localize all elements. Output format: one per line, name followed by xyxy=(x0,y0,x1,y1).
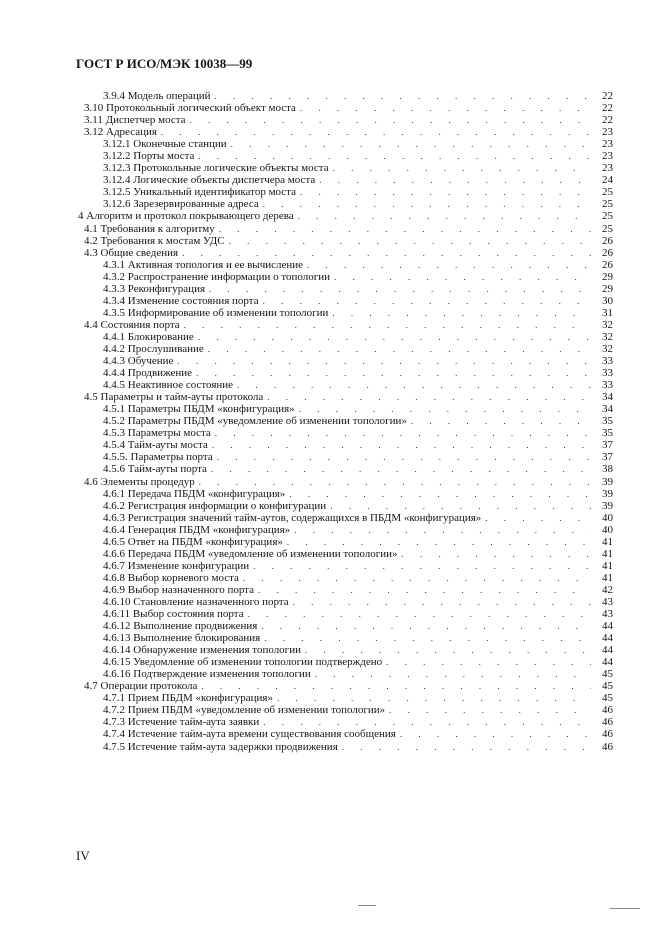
document-header: ГОСТ Р ИСО/МЭК 10038—99 xyxy=(76,56,253,71)
toc-entry-label: 3.12.1 Оконечные станции xyxy=(103,138,227,151)
toc-leader-dots xyxy=(315,668,591,680)
toc-leader-dots xyxy=(209,283,591,295)
toc-entry-label: 4.6.4 Генерация ПБДМ «конфигурация» xyxy=(103,523,291,536)
toc-entry-label: 4.6.2 Регистрация информации о конфигурации xyxy=(103,499,327,512)
toc-entry-page: 25 xyxy=(602,186,613,199)
toc-entry-page: 46 xyxy=(602,704,613,717)
toc-entry-page: 46 xyxy=(602,728,613,741)
toc-leader-dots xyxy=(184,319,591,331)
toc-leader-dots xyxy=(294,524,591,536)
toc-entry xyxy=(76,367,613,379)
toc-entry-label: 4.7.4 Истечение тайм-аута времени существования сообщения xyxy=(103,728,396,741)
toc-entry xyxy=(76,379,613,391)
toc-entry xyxy=(76,403,613,415)
toc-leader-dots xyxy=(485,512,591,524)
toc-entry xyxy=(76,524,613,536)
toc-entry xyxy=(76,126,613,138)
toc-entry-page: 26 xyxy=(602,234,613,247)
toc-entry-page: 23 xyxy=(602,150,613,163)
toc-entry-label: 3.12.2 Порты моста xyxy=(103,150,195,163)
toc-entry xyxy=(76,512,613,524)
toc-entry xyxy=(76,198,613,210)
toc-entry-page: 38 xyxy=(602,463,613,476)
toc-entry-label: 4.3 Общие сведения xyxy=(84,246,179,259)
toc-entry xyxy=(76,235,613,247)
toc-entry-label: 4.6.12 Выполнение продвижения xyxy=(103,620,258,633)
toc-entry-label: 4.5.3 Параметры моста xyxy=(103,427,211,440)
toc-entry xyxy=(76,500,613,512)
toc-entry-label: 4.6.10 Становление назначенного порта xyxy=(103,595,289,608)
toc-entry-page: 46 xyxy=(602,740,613,753)
toc-entry-label: 4.6.16 Подтверждение изменения топологии xyxy=(103,668,311,681)
toc-leader-dots xyxy=(332,307,591,319)
toc-entry-label: 4.3.1 Активная топология и ее вычисление xyxy=(103,258,304,271)
toc-entry-label: 4.4.3 Обучение xyxy=(103,355,174,368)
toc-leader-dots xyxy=(231,138,591,150)
toc-leader-dots xyxy=(217,451,591,463)
toc-entry-page: 25 xyxy=(602,210,613,223)
toc-leader-dots xyxy=(208,343,591,355)
toc-entry-page: 43 xyxy=(602,608,613,621)
scan-mark xyxy=(610,908,640,909)
toc-entry-page: 25 xyxy=(602,222,613,235)
toc-entry-page: 31 xyxy=(602,306,613,319)
toc-entry xyxy=(76,476,613,488)
toc-leader-dots xyxy=(212,439,591,451)
scan-mark xyxy=(358,905,376,906)
toc-leader-dots xyxy=(298,210,591,222)
toc-leader-dots xyxy=(243,572,591,584)
toc-entry xyxy=(76,174,613,186)
toc-leader-dots xyxy=(300,186,591,198)
toc-entry xyxy=(76,704,613,716)
toc-entry-label: 4.7.2 Прием ПБДМ «уведомление об изменении топологии» xyxy=(103,704,386,717)
toc-entry xyxy=(76,283,613,295)
toc-entry-page: 39 xyxy=(602,499,613,512)
toc-entry xyxy=(76,114,613,126)
toc-leader-dots xyxy=(237,379,591,391)
toc-leader-dots xyxy=(201,680,591,692)
toc-entry-label: 4.5.5. Параметры порта xyxy=(103,451,213,464)
toc-entry xyxy=(76,355,613,367)
toc-entry-page: 44 xyxy=(602,632,613,645)
toc-leader-dots xyxy=(305,644,591,656)
toc-entry xyxy=(76,620,613,632)
table-of-contents xyxy=(76,90,613,753)
toc-entry xyxy=(76,391,613,403)
toc-entry xyxy=(76,162,613,174)
toc-entry-page: 37 xyxy=(602,439,613,452)
toc-leader-dots xyxy=(330,500,591,512)
toc-entry-label: 3.12.6 Зарезервированные адреса xyxy=(103,198,259,211)
toc-entry-label: 4.5.1 Параметры ПБДМ «конфигурация» xyxy=(103,403,295,416)
toc-entry-label: 4.4.2 Прослушивание xyxy=(103,342,204,355)
toc-entry xyxy=(76,331,613,343)
toc-leader-dots xyxy=(263,198,591,210)
toc-leader-dots xyxy=(287,536,591,548)
toc-entry-page: 41 xyxy=(602,535,613,548)
toc-entry-page: 26 xyxy=(602,258,613,271)
toc-entry-page: 46 xyxy=(602,716,613,729)
toc-entry-page: 40 xyxy=(602,523,613,536)
toc-entry xyxy=(76,741,613,753)
toc-leader-dots xyxy=(389,704,591,716)
toc-entry xyxy=(76,186,613,198)
toc-entry-label: 4.3.2 Распространение информации о топологии xyxy=(103,270,331,283)
toc-entry-page: 41 xyxy=(602,571,613,584)
toc-entry-label: 3.9.4 Модель операций xyxy=(103,90,211,102)
toc-entry-page: 23 xyxy=(602,138,613,151)
toc-entry-label: 4.6 Элементы процедур xyxy=(84,475,195,488)
toc-entry xyxy=(76,271,613,283)
toc-entry xyxy=(76,223,613,235)
toc-entry-page: 23 xyxy=(602,162,613,175)
toc-leader-dots xyxy=(334,271,591,283)
toc-entry-page: 25 xyxy=(602,198,613,211)
toc-entry xyxy=(76,548,613,560)
toc-entry-label: 4.6.14 Обнаружение изменения топологии xyxy=(103,644,301,657)
toc-entry xyxy=(76,668,613,680)
toc-entry-page: 42 xyxy=(602,583,613,596)
toc-leader-dots xyxy=(215,427,591,439)
toc-entry-page: 35 xyxy=(602,415,613,428)
toc-leader-dots xyxy=(277,692,591,704)
toc-leader-dots xyxy=(215,90,592,102)
toc-entry-label: 4.2 Требования к мостам УДС xyxy=(84,234,225,247)
toc-entry-page: 34 xyxy=(602,391,613,404)
toc-leader-dots xyxy=(300,102,591,114)
toc-entry-label: 4.6.9 Выбор назначенного порта xyxy=(103,583,255,596)
toc-entry-page: 22 xyxy=(602,114,613,127)
toc-leader-dots xyxy=(248,608,591,620)
toc-leader-dots xyxy=(229,235,591,247)
toc-entry-label: 4.7 Операции протокола xyxy=(84,680,198,693)
toc-entry-page: 35 xyxy=(602,427,613,440)
toc-entry-page: 34 xyxy=(602,403,613,416)
toc-entry-label: 4.5.4 Тайм-ауты моста xyxy=(103,439,208,452)
toc-leader-dots xyxy=(182,247,591,259)
toc-leader-dots xyxy=(299,403,591,415)
toc-leader-dots xyxy=(198,150,591,162)
toc-entry-label: 4.6.8 Выбор корневого моста xyxy=(103,571,239,584)
toc-leader-dots xyxy=(190,114,591,126)
toc-leader-dots xyxy=(196,367,591,379)
toc-entry-label: 3.12.4 Логические объекты диспетчера моста xyxy=(103,174,316,187)
toc-leader-dots xyxy=(263,295,591,307)
toc-entry xyxy=(76,488,613,500)
toc-entry-label: 4.3.5 Информирование об изменении топологии xyxy=(103,306,329,319)
toc-entry-page: 22 xyxy=(602,90,613,102)
toc-entry xyxy=(76,102,613,114)
toc-entry-label: 3.12.5 Уникальный идентификатор моста xyxy=(103,186,297,199)
toc-entry-label: 4.6.13 Выполнение блокирования xyxy=(103,632,261,645)
toc-entry-page: 33 xyxy=(602,379,613,392)
toc-entry-page: 45 xyxy=(602,668,613,681)
toc-entry-label: 4.4.1 Блокирование xyxy=(103,330,194,343)
toc-entry-label: 4.6.3 Регистрация значений тайм-аутов, содержащихся в ПБДМ «конфигурация» xyxy=(103,511,482,524)
toc-entry xyxy=(76,584,613,596)
toc-entry xyxy=(76,415,613,427)
toc-leader-dots xyxy=(177,355,591,367)
toc-entry xyxy=(76,536,613,548)
toc-leader-dots xyxy=(307,259,591,271)
toc-entry-label: 4.6.15 Уведомление об изменении топологии подтверждено xyxy=(103,656,383,669)
toc-entry xyxy=(76,644,613,656)
toc-entry xyxy=(76,632,613,644)
toc-entry-page: 32 xyxy=(602,318,613,331)
toc-leader-dots xyxy=(402,548,591,560)
toc-entry xyxy=(76,463,613,475)
toc-entry-page: 43 xyxy=(602,595,613,608)
toc-entry xyxy=(76,608,613,620)
toc-entry-label: 4.7.3 Истечение тайм-аута заявки xyxy=(103,716,260,729)
toc-leader-dots xyxy=(293,596,591,608)
toc-leader-dots xyxy=(219,223,591,235)
toc-leader-dots xyxy=(400,728,591,740)
toc-entry-label: 4.5.6 Тайм-ауты порта xyxy=(103,463,207,476)
toc-leader-dots xyxy=(264,632,591,644)
toc-entry-page: 22 xyxy=(602,102,613,115)
toc-entry-label: 4.3.3 Реконфигурация xyxy=(103,282,206,295)
toc-leader-dots xyxy=(289,488,591,500)
toc-entry-page: 32 xyxy=(602,330,613,343)
toc-entry-page: 44 xyxy=(602,644,613,657)
toc-entry-label: 3.10 Протокольный логический объект моста xyxy=(84,102,296,115)
toc-leader-dots xyxy=(263,716,591,728)
toc-entry xyxy=(76,451,613,463)
toc-entry-page: 32 xyxy=(602,342,613,355)
toc-entry-label: 3.11 Диспетчер моста xyxy=(84,114,186,127)
toc-leader-dots xyxy=(198,331,591,343)
toc-entry-page: 33 xyxy=(602,355,613,368)
toc-entry-label: 4.4.4 Продвижение xyxy=(103,367,193,380)
toc-entry-label: 4.1 Требования к алгоритму xyxy=(84,222,215,235)
page-number: IV xyxy=(76,848,90,863)
toc-leader-dots xyxy=(211,463,591,475)
toc-entry-page: 24 xyxy=(602,174,613,187)
toc-entry-page: 30 xyxy=(602,294,613,307)
toc-entry xyxy=(76,343,613,355)
toc-entry-page: 29 xyxy=(602,270,613,283)
toc-leader-dots xyxy=(267,391,591,403)
toc-entry-label: 4.6.7 Изменение конфигурации xyxy=(103,559,250,572)
toc-entry-label: 4.3.4 Изменение состояния порта xyxy=(103,294,259,307)
toc-entry xyxy=(76,680,613,692)
toc-leader-dots xyxy=(333,162,591,174)
toc-entry-label: 3.12 Адресация xyxy=(84,126,157,139)
toc-entry-label: 4.5 Параметры и тайм-ауты протокола xyxy=(84,391,264,404)
toc-entry-label: 4.4.5 Неактивное состояние xyxy=(103,379,234,392)
toc-entry-label: 4.6.6 Передача ПБДМ «уведомление об изменении топологии» xyxy=(103,547,398,560)
toc-leader-dots xyxy=(411,415,591,427)
toc-entry xyxy=(76,295,613,307)
toc-entry-label: 4.7.5 Истечение тайм-аута задержки продвижения xyxy=(103,740,338,753)
toc-leader-dots xyxy=(261,620,591,632)
toc-entry-page: 26 xyxy=(602,246,613,259)
toc-entry-page: 37 xyxy=(602,451,613,464)
toc-entry-page: 40 xyxy=(602,511,613,524)
toc-entry-page: 41 xyxy=(602,559,613,572)
toc-entry xyxy=(76,210,613,222)
toc-entry xyxy=(76,692,613,704)
toc-entry-label: 4.7.1 Прием ПБДМ «конфигурация» xyxy=(103,692,273,705)
toc-entry xyxy=(76,427,613,439)
toc-leader-dots xyxy=(386,656,591,668)
toc-entry-page: 29 xyxy=(602,282,613,295)
toc-entry xyxy=(76,138,613,150)
toc-entry-page: 45 xyxy=(602,692,613,705)
toc-entry-page: 44 xyxy=(602,620,613,633)
toc-entry xyxy=(76,90,613,102)
toc-entry-page: 33 xyxy=(602,367,613,380)
toc-entry xyxy=(76,716,613,728)
toc-entry xyxy=(76,439,613,451)
toc-entry xyxy=(76,259,613,271)
toc-entry-label: 4.6.1 Передача ПБДМ «конфигурация» xyxy=(103,487,286,500)
toc-entry-label: 4.4 Состояния порта xyxy=(84,318,180,331)
toc-entry-label: 4.5.2 Параметры ПБДМ «уведомление об изменении топологии» xyxy=(103,415,407,428)
toc-entry xyxy=(76,728,613,740)
toc-entry-page: 41 xyxy=(602,547,613,560)
toc-entry-page: 39 xyxy=(602,475,613,488)
toc-entry-page: 23 xyxy=(602,126,613,139)
toc-leader-dots xyxy=(342,741,591,753)
toc-entry-label: 3.12.3 Протокольные логические объекты моста xyxy=(103,162,329,175)
toc-leader-dots xyxy=(161,126,591,138)
toc-entry xyxy=(76,656,613,668)
toc-leader-dots xyxy=(253,560,591,572)
toc-entry-label: 4.6.5 Ответ на ПБДМ «конфигурация» xyxy=(103,535,283,548)
toc-entry-label: 4.6.11 Выбор состояния порта xyxy=(103,608,244,621)
toc-entry-page: 45 xyxy=(602,680,613,693)
toc-entry-page: 44 xyxy=(602,656,613,669)
toc-entry xyxy=(76,596,613,608)
toc-entry xyxy=(76,247,613,259)
toc-entry-label: 4 Алгоритм и протокол покрывающего дерева xyxy=(78,210,294,223)
toc-leader-dots xyxy=(319,174,591,186)
toc-entry xyxy=(76,572,613,584)
toc-entry xyxy=(76,319,613,331)
toc-entry xyxy=(76,307,613,319)
toc-entry xyxy=(76,560,613,572)
toc-entry-page: 39 xyxy=(602,487,613,500)
toc-leader-dots xyxy=(258,584,591,596)
toc-entry xyxy=(76,150,613,162)
toc-leader-dots xyxy=(199,476,591,488)
